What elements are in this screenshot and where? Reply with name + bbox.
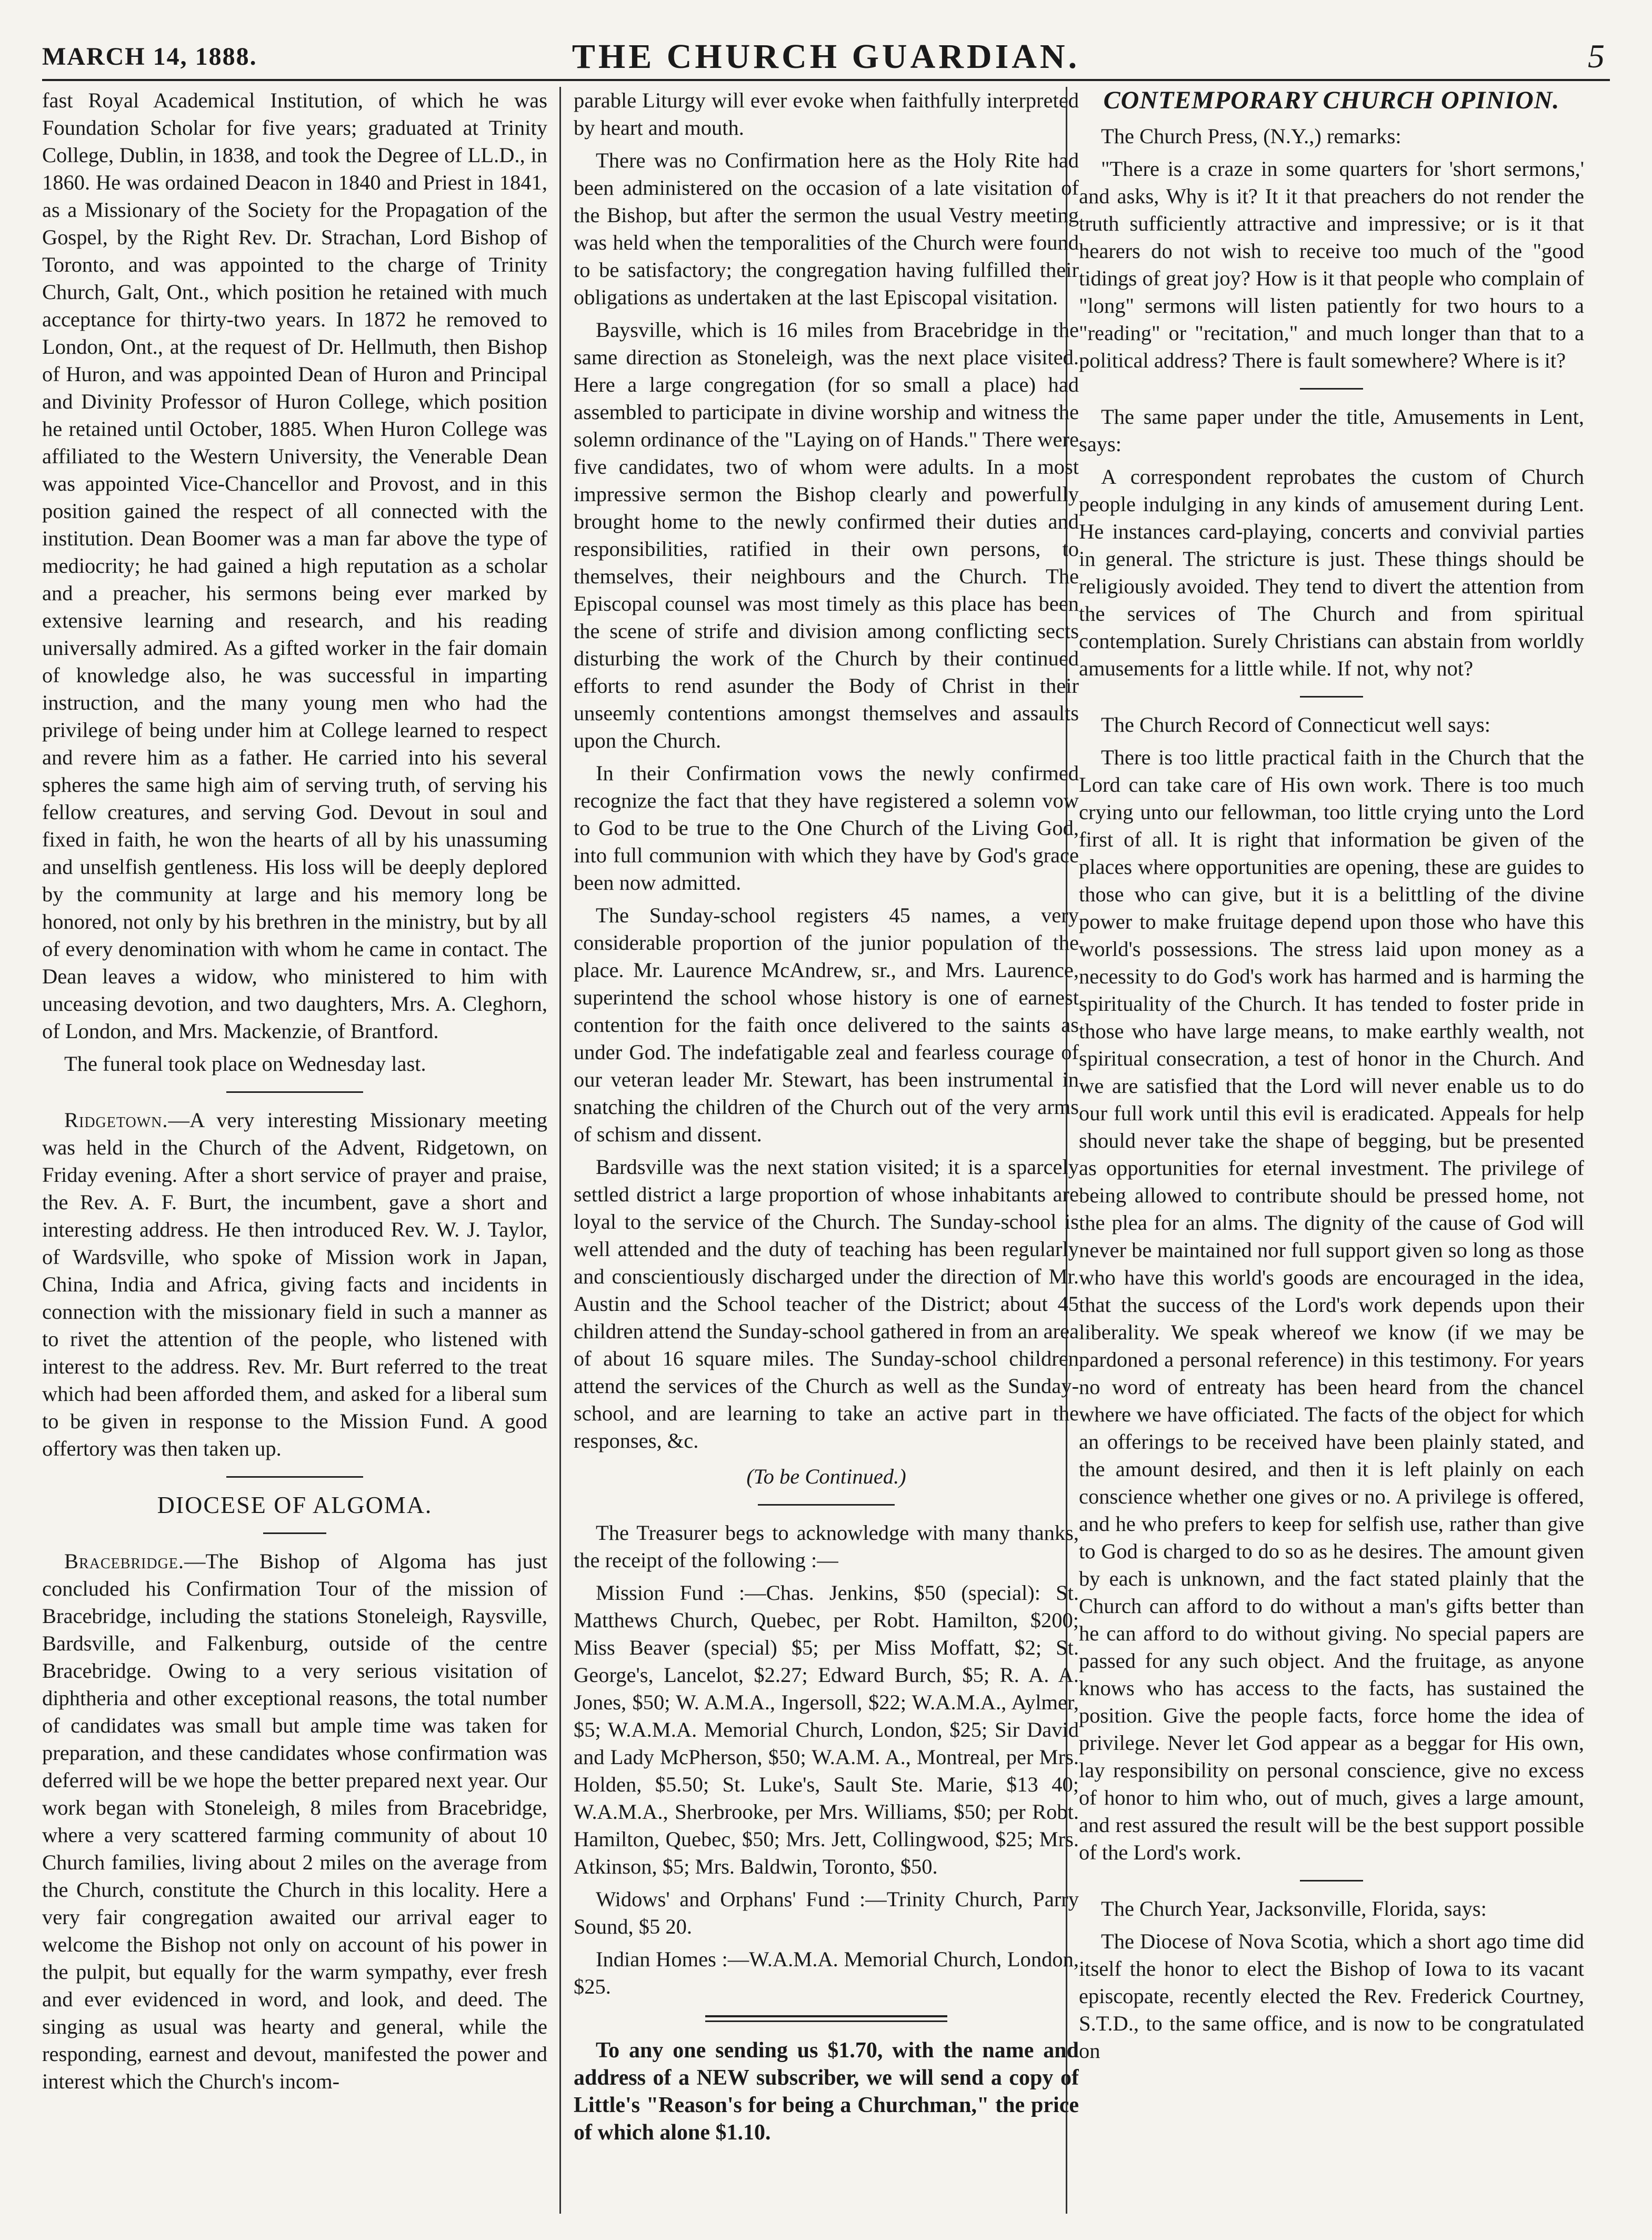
- paragraph: The Treasurer begs to acknowledge with many thanks, the receipt of the following :—: [574, 1521, 1079, 1572]
- continued-note: (To be Continued.): [746, 1465, 906, 1488]
- paragraph: Widows' and Orphans' Fund :—Trinity Church, Parry Sound, $5 20.: [574, 1887, 1079, 1938]
- divider: [263, 1532, 326, 1534]
- paragraph: The Church Press, (N.Y.,) remarks:: [1101, 124, 1401, 148]
- section-heading: DIOCESE OF ALGOMA.: [157, 1491, 433, 1518]
- paragraph: The Church Record of Connecticut well says:: [1101, 713, 1491, 736]
- paragraph: There was no Confirmation here as the Holy Rite had been administered on the occasion of a late visitation of the Bishop, but after the sermon the usual Vestry meeting was held when the temporalities of the Church were found to be satisfactory; the congregation having fulfilled their obligations as undertaken at the last Episcopal visitation.: [574, 148, 1079, 309]
- paragraph: The funeral took place on Wednesday last.: [64, 1052, 426, 1076]
- divider: [1300, 696, 1363, 698]
- section-heading: CONTEMPORARY CHURCH OPINION.: [1103, 87, 1560, 114]
- paragraph-text: —The Bishop of Algoma has just concluded his Confirmation Tour of the mission of Bracebridge, including the stations Stoneleigh, Raysville, Bardsville, and Falkenburg, outside of the centre Bracebridge. Owing to a very serious visitation of diphtheria and other exceptional reasons, the total number of candidates was small but ample time was taken for preparation, and these candidates whose confirmation was deferred will be we hope the better prepared next year. Our work began with Stoneleigh, 8 miles from Bracebridge, where a very scattered farming community of about 10 Church families, living about 2 miles on the average from the Church, constitute the Church in this locality. Here a very fair congregation awaited our arrival eager to welcome the Bishop not only on account of his power in the pulpit, but equally for the warm sympathy, ever fresh and ever evidenced in word, and look, and deed. The singing as usual was hearty and general, while the responding, earnest and devout, manifested the power and interest which the Church's incom-: [42, 1549, 547, 2093]
- divider: [758, 1504, 895, 1506]
- divider: [226, 1476, 363, 1478]
- paragraph: parable Liturgy will ever evoke when faithfully interpreted by heart and mouth.: [574, 88, 1079, 140]
- paragraph: The same paper under the title, Amusements in Lent, says:: [1079, 405, 1584, 456]
- paragraph: [42, 1548, 547, 2095]
- divider: [226, 1091, 363, 1093]
- paragraph: fast Royal Academical Institution, of which he was Foundation Scholar for five years; graduated at Trinity College, Dublin, in 1838, and took the Degree of LL.D., in 1860. He was ordained Deacon in 1840 and Priest in 1841, as a Missionary of the Society for the Propagation of the Gospel, by the Right Rev. Dr. Strachan, Lord Bishop of Toronto, and was appointed to the charge of Trinity Church, Galt, Ont., which position he retained with much acceptance for thirty-two years. In 1872 he removed to London, Ont., at the request of Dr. Hellmuth, then Bishop of Huron, and was appointed Dean of Huron and Principal and Divinity Professor of Huron College, which position he retained until October, 1885. When Huron College was affiliated to the Western University, the Venerable Dean was appointed Vice-Chancellor and Provost, and in this position gained the respect of all connected with the institution. Dean Boomer was a man far above the type of mediocrity; he had gained a high reputation as a scholar and a preacher, his sermons being ever marked by extensive learning and research, and his reading universally admired. As a gifted worker in the fair domain of knowledge also, he was successful in imparting instruction, and the many young men who had the privilege of being under him at College learned to respect and revere him as a father. He carried into his several spheres the same high aim of serving truth, of serving his fellow creatures, and serving God. Devout in soul and fixed in faith, he won the hearts of all by his unassuming and unselfish gentleness. His loss will be deeply deplored by the community at large and his memory long be honored, not only by his brethren in the ministry, but by all of every denomination with whom he came in contact. The Dean leaves a widow, who ministered to him with unceasing devotion, and two daughters, Mrs. A. Cleghorn, of London, and Mrs. Mackenzie, of Brantford.: [42, 88, 547, 1043]
- place-label: Ridgetown.: [64, 1108, 168, 1132]
- paragraph: Baysville, which is 16 miles from Bracebridge in the same direction as Stoneleigh, was the next place visited. Here a large congregation (for so small a place) had assembled to participate in divine worship and witness the solemn ordinance of the "Laying on of Hands." There were five candidates, two of whom were adults. In a most impressive sermon the Bishop clearly and powerfully brought home to the newly confirmed their duties and responsibilities, ratified in their own persons, to themselves, their neighbours and the Church. The Episcopal counsel was most timely as this place has been the scene of strife and division among conflicting sects disturbing the work of the Church by their continued efforts to rend asunder the Body of Christ in their unseemly contentions amongst themselves and assaults upon the Church.: [574, 318, 1079, 752]
- paragraph: Mission Fund :—Chas. Jenkins, $50 (special): St. Matthews Church, Quebec, per Robt. Hamilton, $200; Miss Beaver (special) $5; per Miss Moffatt, $2; St. George's, Lancelot, $2.27; Edward Burch, $5; R. A. A. Jones, $50; W. A.M.A., Ingersoll, $22; W.A.M.A., Aylmer, $5; W.A.M.A. Memorial Church, London, $25; Sir David and Lady McPherson, $50; W.A.M. A., Montreal, per Mrs. Holden, $5.50; St. Luke's, Sault Ste. Marie, $13 40; W.A.M.A., Sherbrooke, per Mrs. Williams, $50; per Robt. Hamilton, Quebec, $50; Mrs. Jett, Collingwood, $25; Mrs. Atkinson, $5; Mrs. Baldwin, Toronto, $50.: [574, 1581, 1079, 1878]
- paragraph: Bardsville was the next station visited; it is a sparcely settled district a large proportion of whose inhabitants are loyal to the service of the Church. The Sunday-school is well attended and the duty of teaching has been regularly and conscientiously discharged under the direction of Mr. Austin and the School teacher of the District; about 45 children attend the Sunday-school gathered in from an area of about 16 square miles. The Sunday-school children attend the services of the Church as well as the Sunday-school, and are learning to take an active part in the responses, &c.: [574, 1155, 1079, 1452]
- column-2: [574, 87, 1079, 2219]
- double-divider: [705, 2015, 947, 2022]
- newspaper-title: THE CHURCH GUARDIAN.: [572, 37, 1080, 76]
- issue-date: MARCH 14, 1888.: [42, 43, 257, 71]
- divider: [1300, 1880, 1363, 1881]
- paragraph: The Church Year, Jacksonville, Florida, says:: [1101, 1897, 1487, 1920]
- place-label: Bracebridge.: [64, 1549, 185, 1573]
- page-number: 5: [1588, 37, 1605, 75]
- paragraph: [42, 1107, 547, 1462]
- paragraph: "There is a craze in some quarters for 'short sermons,' and asks, Why is it? It it that preachers do not render the truth sufficiently attractive and impressive; or is it that hearers do not wish to receive too much of the "good tidings of great joy? How is it that people who complain of "long" sermons will listen patiently for two hours to a "reading" or "recitation," and much longer than that to a political address? There is fault somewhere? Where is it?: [1079, 157, 1584, 372]
- paragraph: In their Confirmation vows the newly confirmed recognize the fact that they have registered a solemn vow to God to be true to the One Church of the Living God, into full communion with which they have by God's grace been now admitted.: [574, 761, 1079, 894]
- paragraph-text: —A very interesting Missionary meeting was held in the Church of the Advent, Ridgetown, on Friday evening. After a short service of prayer and praise, the Rev. A. F. Burt, the incumbent, gave a short and interesting address. He then introduced Rev. W. J. Taylor, of Wardsville, who spoke of Mission work in Japan, China, India and Africa, giving facts and incidents in connection with the missionary field in such a manner as to rivet the attention of the people, who listened with interest to the address. Rev. Mr. Burt referred to the treat which had been afforded them, and asked for a liberal sum to be given in response to the Mission Fund. A good offertory was then taken up.: [42, 1108, 547, 1460]
- column-1: [42, 87, 547, 2219]
- masthead: [42, 21, 1610, 81]
- paragraph: Indian Homes :—W.A.M.A. Memorial Church, London, $25.: [574, 1947, 1079, 1998]
- paragraph: There is too little practical faith in the Church that the Lord can take care of His own work. There is too much crying unto our fellowman, too little crying unto the Lord first of all. It is right that information be given of the places where opportunities are opening, these are guides to those who can give, but it is a belittling of the divine power to make fruitage depend upon those who have this world's possessions. The stress laid upon money as a necessity to do God's work has harmed and is harming the spirituality of the Church. It has tended to foster pride in those who have large means, to make earthly wealth, not spiritual consecration, a test of honor in the Church. And we are satisfied that the Lord will never enable us to do our full work until this evil is eradicated. Appeals for help should never take the shape of begging, but be presented as opportunities for eternal investment. The privilege of being allowed to contribute should be pressed home, not the plea for an alms. The dignity of the cause of God will never be maintained nor full support given so long as those who have this world's goods are encouraged in the idea, that the success of the Lord's work depends upon their liberality. We speak whereof we know (if we may be pardoned a personal reference) in this testimony. For years no word of entreaty has been heard from the chancel where we have officiated. The facts of the object for which an offerings to be received have been plainly stated, and the amount desired, and then it is left plainly on each conscience whether one gives or no. A privilege is offered, and he who prefers to keep for selfish use, rather than give to God is charged to do so as he desires. The amount given by each is unknown, and the fact stated plainly that the Church can afford to do without a man's gifts better than he can afford to do without giving. No special papers are passed for any such object. And the fruitage, as anyone knows who has access to the facts, has sustained the position. Give the people facts, force home the idea of privilege. Never let God appear as a beggar for His own, lay responsibility on personal conscience, give no excess of honor to him who, out of much, gives a large amount, and rest assured the result will be the best support possible of the Lord's work.: [1079, 745, 1584, 1864]
- paragraph: The Sunday-school registers 45 names, a very considerable proportion of the junior population of the place. Mr. Laurence McAndrew, sr., and Mrs. Laurence, superintend the school whose history is one of earnest contention for the faith once delivered to the saints as under God. The indefatigable zeal and fearless courage of our veteran leader Mr. Stewart, has been instrumental in snatching the children of the Church out of the very arms of schism and dissent.: [574, 903, 1079, 1146]
- paragraph: The Diocese of Nova Scotia, which a short ago time did itself the honor to elect the Bishop of Iowa to its vacant episcopate, recently elected the Rev. Frederick Courtney, S.T.D., to the same office, and is now to be congratulated on: [1079, 1929, 1584, 2063]
- column-rule: [559, 87, 561, 2214]
- subscription-notice: To any one sending us $1.70, with the name and address of a NEW subscriber, we will send a copy of Little's "Reason's for being a Churchman," the price of which alone $1.10.: [574, 2038, 1079, 2145]
- divider: [1300, 388, 1363, 390]
- paragraph: A correspondent reprobates the custom of Church people indulging in any kinds of amusement during Lent. He instances card-playing, concerts and convivial parties in general. The stricture is just. These things should be religiously avoided. They tend to divert the attention from the services of The Church and from spiritual contemplation. Surely Christians can abstain from worldly amusements for a little while. If not, why not?: [1079, 465, 1584, 680]
- column-3: [1079, 87, 1584, 2219]
